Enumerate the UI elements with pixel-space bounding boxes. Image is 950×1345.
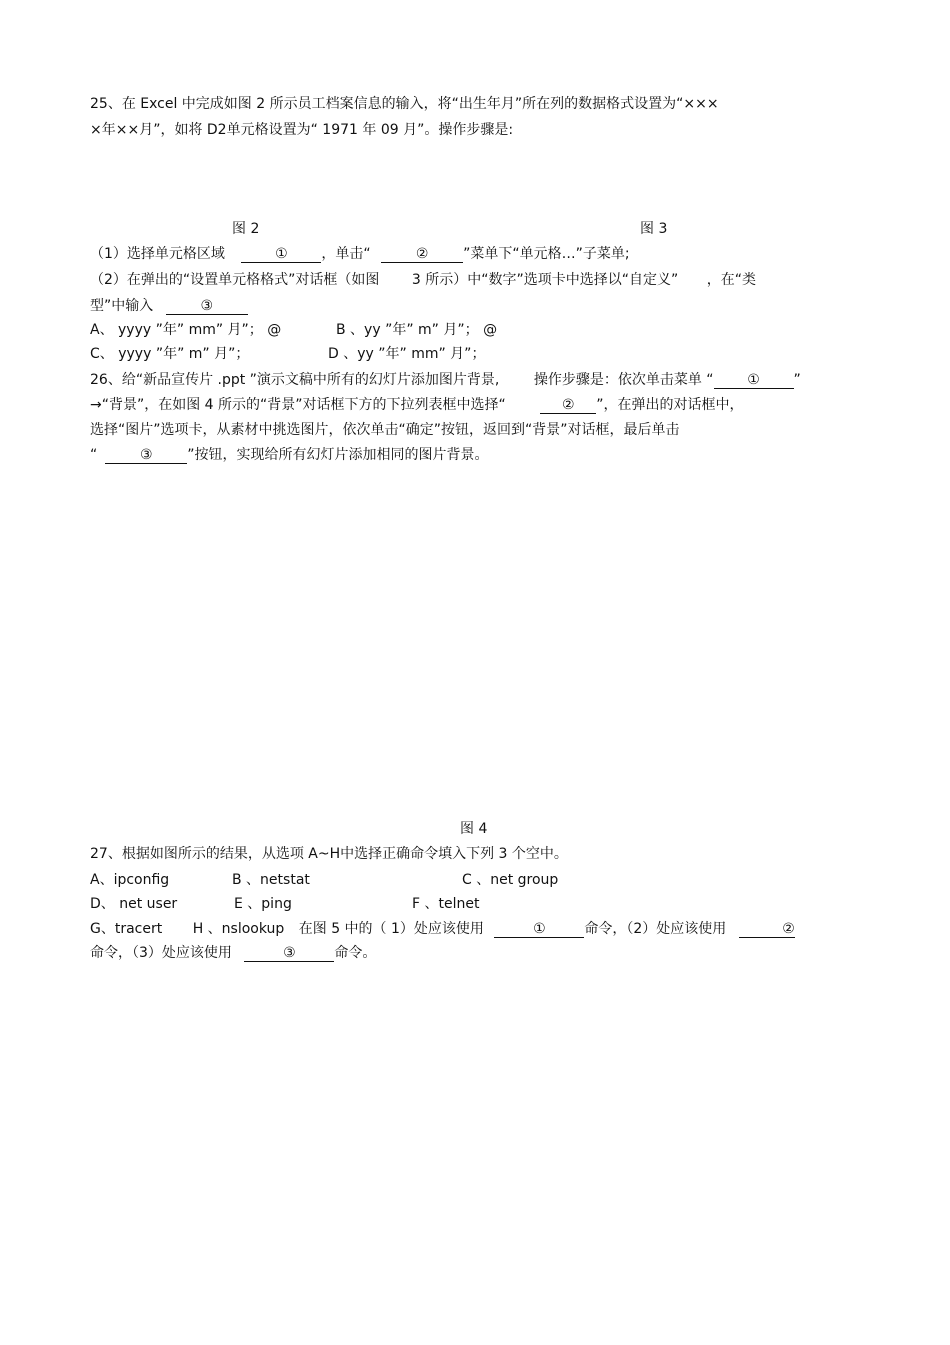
q25-step1-text-c: ”菜单下“单元格…”子菜单; — [463, 246, 630, 262]
q27-blank-1: ① — [494, 921, 584, 938]
q26-line4-text-b: ”按钮，实现给所有幻灯片添加相同的图片背景。 — [187, 447, 489, 463]
q25-step2-text-c: ，在“类 — [706, 272, 756, 288]
q26-blank-3: ③ — [105, 447, 187, 464]
q27-line1: 27、根据如图所示的结果，从选项 A~H中选择正确命令填入下列 3 个空中。 — [90, 846, 568, 862]
q26-line2 — [90, 396, 744, 414]
q27-line5-text-a: 命令，（3）处应该使用 — [90, 945, 232, 961]
q25-step2-text-b: 3 所示）中“数字”选项卡中选择以“自定义” — [411, 272, 679, 288]
q26-line1-text-b: 操作步骤是：依次单击菜单 “ — [533, 372, 714, 388]
q26-line1 — [90, 371, 860, 389]
q27-option-e: E 、ping — [234, 896, 292, 912]
q25-option-a: A、 yyyy ”年” mm” 月”； @ — [90, 322, 282, 338]
q25-step1-text-a: （1）选择单元格区域 — [90, 246, 225, 262]
q26-line4-text-a: “ — [90, 447, 98, 463]
q27-option-a: A、ipconfig — [90, 872, 170, 888]
q25-option-d: D 、yy ”年” mm” 月”； — [328, 346, 486, 362]
q27-option-g: G、tracert — [90, 921, 163, 937]
q25-blank-1: ① — [241, 246, 321, 263]
q26-blank-2: ② — [540, 397, 596, 414]
q25-option-c: C、 yyyy ”年” m” 月”； — [90, 346, 250, 362]
q27-option-b: B 、netstat — [232, 872, 310, 888]
q27-blank-3: ③ — [244, 945, 334, 962]
q27-blank-2: ② — [739, 921, 795, 938]
q25-line1: 25、在 Excel 中完成如图 2 所示员工档案信息的输入，将“出生年月”所在列的数据格式设置为“××× — [90, 96, 719, 112]
q25-step1-text-b: ，单击“ — [321, 246, 371, 262]
q25-blank-3: ③ — [166, 298, 248, 315]
q26-line4 — [90, 446, 489, 464]
q27-line4-text-b: 命令，（2）处应该使用 — [584, 921, 727, 937]
q26-line1-text-c: ” — [793, 372, 801, 388]
q26-line2-text-b: ”，在弹出的对话框中， — [596, 397, 744, 413]
q26-blank-1: ① — [714, 372, 794, 389]
q26-line2-text-a: →“背景”，在如图 4 所示的“背景”对话框下方的下拉列表框中选择“ — [90, 397, 506, 413]
q25-step2 — [90, 271, 756, 289]
q26-line3: 选择“图片”选项卡，从素材中挑选图片，依次单击“确定”按钮，返回到“背景”对话框，最后单击 — [90, 422, 680, 438]
q27-line5-text-b: 命令。 — [334, 945, 377, 961]
q25-step2-cont — [90, 297, 248, 315]
q25-step1 — [90, 245, 630, 263]
figure-4-caption: 图 4 — [460, 821, 488, 837]
q27-option-d: D、 net user — [90, 896, 178, 912]
q27-line4-text-a: 在图 5 中的（ 1）处应该使用 — [298, 921, 484, 937]
q25-option-b: B 、yy ”年” m” 月”； @ — [336, 322, 498, 338]
q25-blank-2: ② — [381, 246, 463, 263]
q25-step2-text-d: 型”中输入 — [90, 298, 154, 314]
figure-2-caption: 图 2 — [232, 221, 260, 237]
q27-option-c: C 、net group — [462, 872, 559, 888]
q27-option-f: F 、telnet — [412, 896, 480, 912]
q27-line5 — [90, 944, 376, 962]
figure-3-caption: 图 3 — [640, 221, 668, 237]
q27-line4 — [90, 920, 795, 938]
q25-step2-text-a: （2）在弹出的“设置单元格格式”对话框（如图 — [90, 272, 380, 288]
q26-line1-text-a: 26、给“新品宣传片 .ppt ”演示文稿中所有的幻灯片添加图片背景, — [90, 372, 500, 388]
q25-line2: ×年××月”，如将 D2单元格设置为“ 1971 年 09 月”。操作步骤是: — [90, 122, 514, 138]
q27-option-h: H 、nslookup — [192, 921, 285, 937]
